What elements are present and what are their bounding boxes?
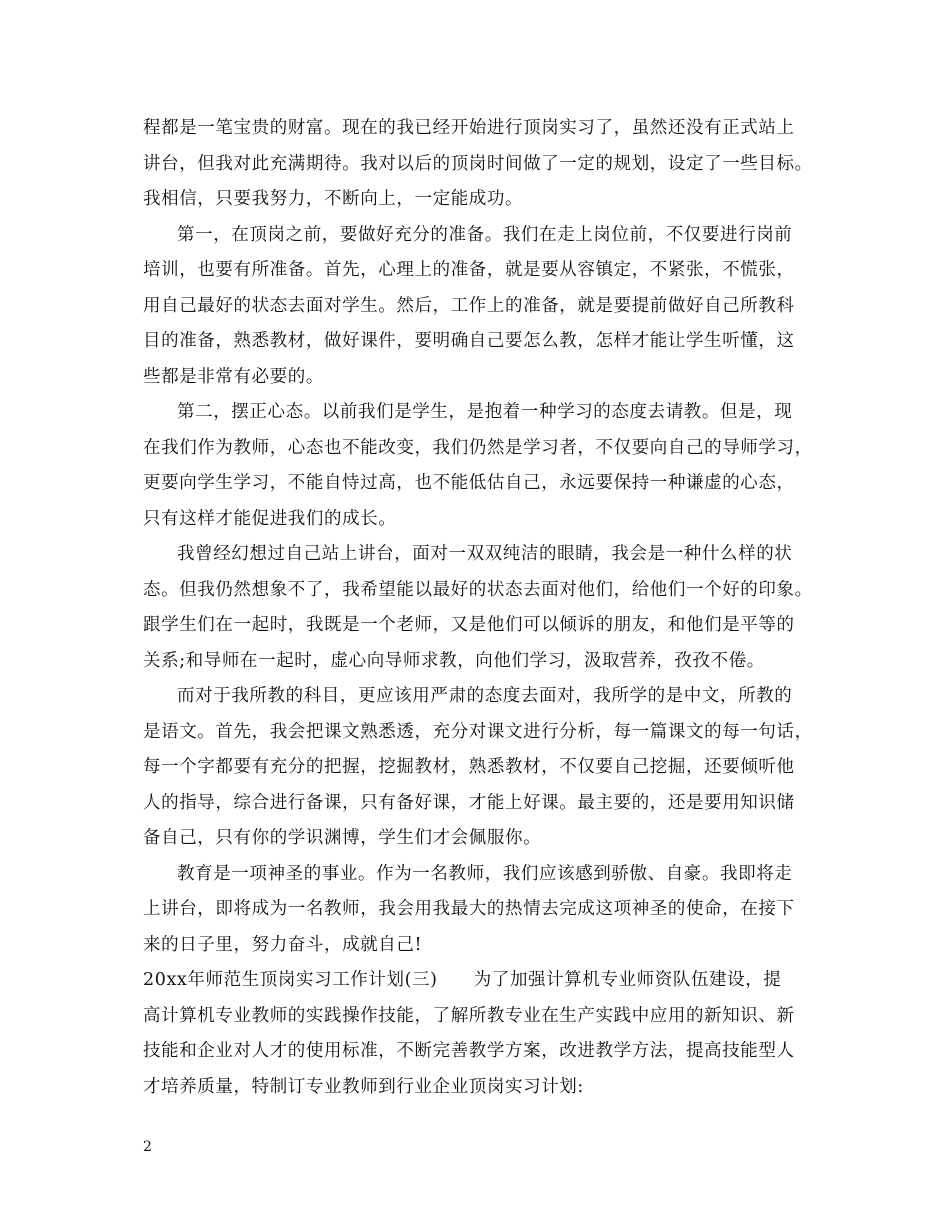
text-line: 培训，也要有所准备。首先，心理上的准备，就是要从容镇定，不紧张，不慌张， [143, 260, 795, 280]
paragraph-first-line: 而对于我所教的科目，更应该用严肃的态度去面对，我所学的是中文，所教的 [177, 686, 793, 706]
text-line: 关系;和导师在一起时，虚心向导师求教，向他们学习，汲取营养，孜孜不倦。 [143, 650, 765, 671]
text-line: 程都是一笔宝贵的财富。现在的我已经开始进行顶岗实习了，虽然还没有正式站上 [143, 118, 795, 138]
text-line: 在我们作为教师，心态也不能改变，我们仍然是学习者，不仅要向自己的导师学习， [143, 437, 813, 458]
text-line: 更要向学生学习，不能自恃过高，也不能低估自己，永远要保持一种谦虚的心态， [143, 473, 795, 493]
text-line: 用自己最好的状态去面对学生。然后，工作上的准备，就是要提前做好自己所教科 [143, 295, 795, 316]
text-line: 只有这样才能促进我们的成长。 [143, 508, 397, 529]
text-line: 才培养质量，特制订专业教师到行业企业顶岗实习计划: [143, 1076, 584, 1097]
page-number: 2 [143, 1139, 152, 1155]
text-line: 讲台，但我对此充满期待。我对以后的顶岗时间做了一定的规划，设定了一些目标。 [143, 153, 813, 174]
text-line: 些都是非常有必要的。 [143, 366, 324, 387]
paragraph-first-line: 教育是一项神圣的事业。作为一名教师，我们应该感到骄傲、自豪。我即将走 [177, 863, 793, 884]
document-body [143, 111, 833, 1105]
text-line: 是语文。首先，我会把课文熟悉透，充分对课文进行分析，每一篇课文的每一句话， [143, 721, 813, 742]
text-line: 上讲台，即将成为一名教师，我会用我最大的热情去完成这项神圣的使命，在接下 [143, 899, 795, 919]
text-line: 我相信，只要我努力，不断向上，一定能成功。 [143, 189, 524, 209]
text-line: 目的准备，熟悉教材，做好课件，要明确自己要怎么教，怎样才能让学生听懂，这 [143, 331, 795, 351]
paragraph-first-line: 我曾经幻想过自己站上讲台，面对一双双纯洁的眼睛，我会是一种什么样的状 [177, 544, 793, 564]
text-line: 每一个字都要有充分的把握，挖掘教材，熟悉教材，不仅要自己挖掘，还要倾听他 [143, 757, 795, 777]
text-line: 态。但我仍然想象不了，我希望能以最好的状态去面对他们，给他们一个好的印象。 [143, 579, 813, 600]
text-line: 20xx年师范生顶岗实习工作计划(三) 为了加强计算机专业师资队伍建设，提 [143, 970, 782, 990]
paragraph-first-line: 第二，摆正心态。以前我们是学生，是抱着一种学习的态度去请教。但是，现 [177, 402, 793, 422]
text-line: 备自己，只有你的学识渊博，学生们才会佩服你。 [143, 828, 542, 848]
text-line: 来的日子里，努力奋斗，成就自己! [143, 934, 423, 955]
paragraph-first-line: 第一，在顶岗之前，要做好充分的准备。我们在走上岗位前，不仅要进行岗前 [177, 224, 793, 245]
text-line: 跟学生们在一起时，我既是一个老师，又是他们可以倾诉的朋友，和他们是平等的 [143, 615, 795, 635]
text-line: 人的指导，综合进行备课，只有备好课，才能上好课。最主要的，还是要用知识储 [143, 792, 795, 813]
text-line: 高计算机专业教师的实践操作技能，了解所教专业在生产实践中应用的新知识、新 [143, 1005, 795, 1026]
text-line: 技能和企业对人才的使用标准，不断完善教学方案，改进教学方法，提高技能型人 [143, 1041, 795, 1061]
